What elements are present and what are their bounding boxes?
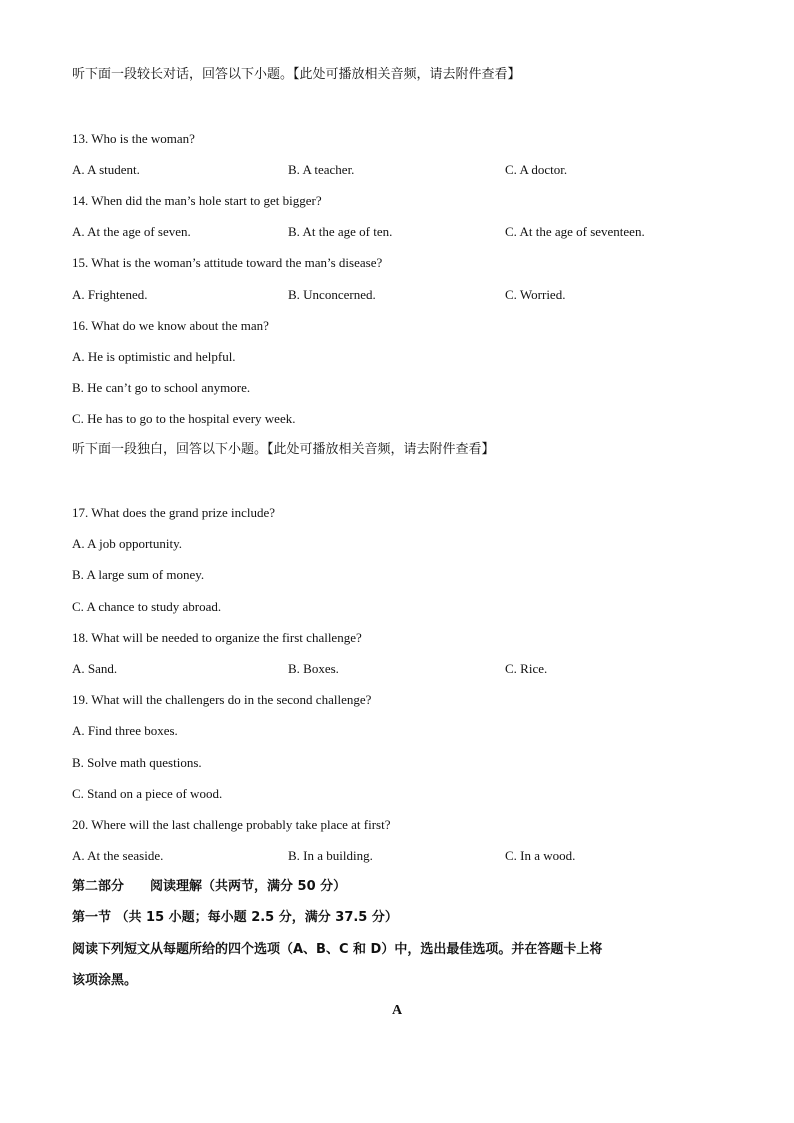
option-c: C. In a wood. bbox=[505, 848, 576, 863]
option-a: A. At the seaside. bbox=[72, 848, 164, 863]
question-19-option-c: C. Stand on a piece of wood. bbox=[72, 786, 223, 801]
part-two-heading bbox=[72, 878, 346, 896]
option-b: B. A teacher. bbox=[288, 162, 355, 177]
part-two-title: 阅读理解（共两节，满分 50 分） bbox=[150, 879, 347, 894]
question-16: 16. What do we know about the man? bbox=[72, 318, 269, 333]
option-c: C. At the age of seventeen. bbox=[505, 224, 645, 239]
option-b: B. Boxes. bbox=[288, 661, 339, 676]
question-14-options bbox=[72, 223, 732, 241]
part-two-label: 第二部分 bbox=[72, 879, 125, 894]
reading-instructions-line1: 阅读下列短文从每题所给的四个选项（A、B、C 和 D）中，选出最佳选项。并在答题卡上将 bbox=[72, 942, 603, 957]
question-20: 20. Where will the last challenge probably take place at first? bbox=[72, 817, 391, 832]
question-17-option-a: A. A job opportunity. bbox=[72, 536, 183, 551]
question-18-options bbox=[72, 660, 732, 678]
question-16-option-b: B. He can’t go to school anymore. bbox=[72, 380, 251, 395]
reading-instructions-line2: 该项涂黑。 bbox=[72, 973, 138, 988]
option-a: A. Frightened. bbox=[72, 287, 148, 302]
question-13: 13. Who is the woman? bbox=[72, 131, 195, 146]
question-15: 15. What is the woman’s attitude toward the man’s disease? bbox=[72, 255, 383, 270]
question-13-options bbox=[72, 161, 732, 179]
listening-intro-monologue: 听下面一段独白，回答以下小题。【此处可播放相关音频，请去附件查看】 bbox=[72, 442, 495, 457]
question-19-option-a: A. Find three boxes. bbox=[72, 723, 178, 738]
question-14: 14. When did the man’s hole start to get bigger? bbox=[72, 193, 322, 208]
question-20-options bbox=[72, 847, 732, 865]
question-17: 17. What does the grand prize include? bbox=[72, 505, 275, 520]
option-a: A. A student. bbox=[72, 162, 140, 177]
option-c: C. A doctor. bbox=[505, 162, 568, 177]
option-b: B. Unconcerned. bbox=[288, 287, 376, 302]
option-b: B. In a building. bbox=[288, 848, 373, 863]
question-17-option-c: C. A chance to study abroad. bbox=[72, 599, 222, 614]
section-one-heading: 第一节 （共 15 小题；每小题 2.5 分，满分 37.5 分） bbox=[72, 910, 398, 925]
question-16-option-c: C. He has to go to the hospital every week. bbox=[72, 411, 296, 426]
option-a: A. At the age of seven. bbox=[72, 224, 191, 239]
option-c: C. Rice. bbox=[505, 661, 548, 676]
question-16-option-a: A. He is optimistic and helpful. bbox=[72, 349, 236, 364]
option-a: A. Sand. bbox=[72, 661, 118, 676]
question-19: 19. What will the challengers do in the second challenge? bbox=[72, 692, 372, 707]
question-17-option-b: B. A large sum of money. bbox=[72, 567, 205, 582]
option-b: B. At the age of ten. bbox=[288, 224, 393, 239]
listening-intro-dialogue: 听下面一段较长对话，回答以下小题。【此处可播放相关音频，请去附件查看】 bbox=[72, 67, 521, 82]
question-15-options bbox=[72, 286, 732, 304]
option-c: C. Worried. bbox=[505, 287, 566, 302]
passage-letter: A bbox=[391, 1003, 403, 1018]
question-18: 18. What will be needed to organize the first challenge? bbox=[72, 630, 362, 645]
question-19-option-b: B. Solve math questions. bbox=[72, 755, 202, 770]
